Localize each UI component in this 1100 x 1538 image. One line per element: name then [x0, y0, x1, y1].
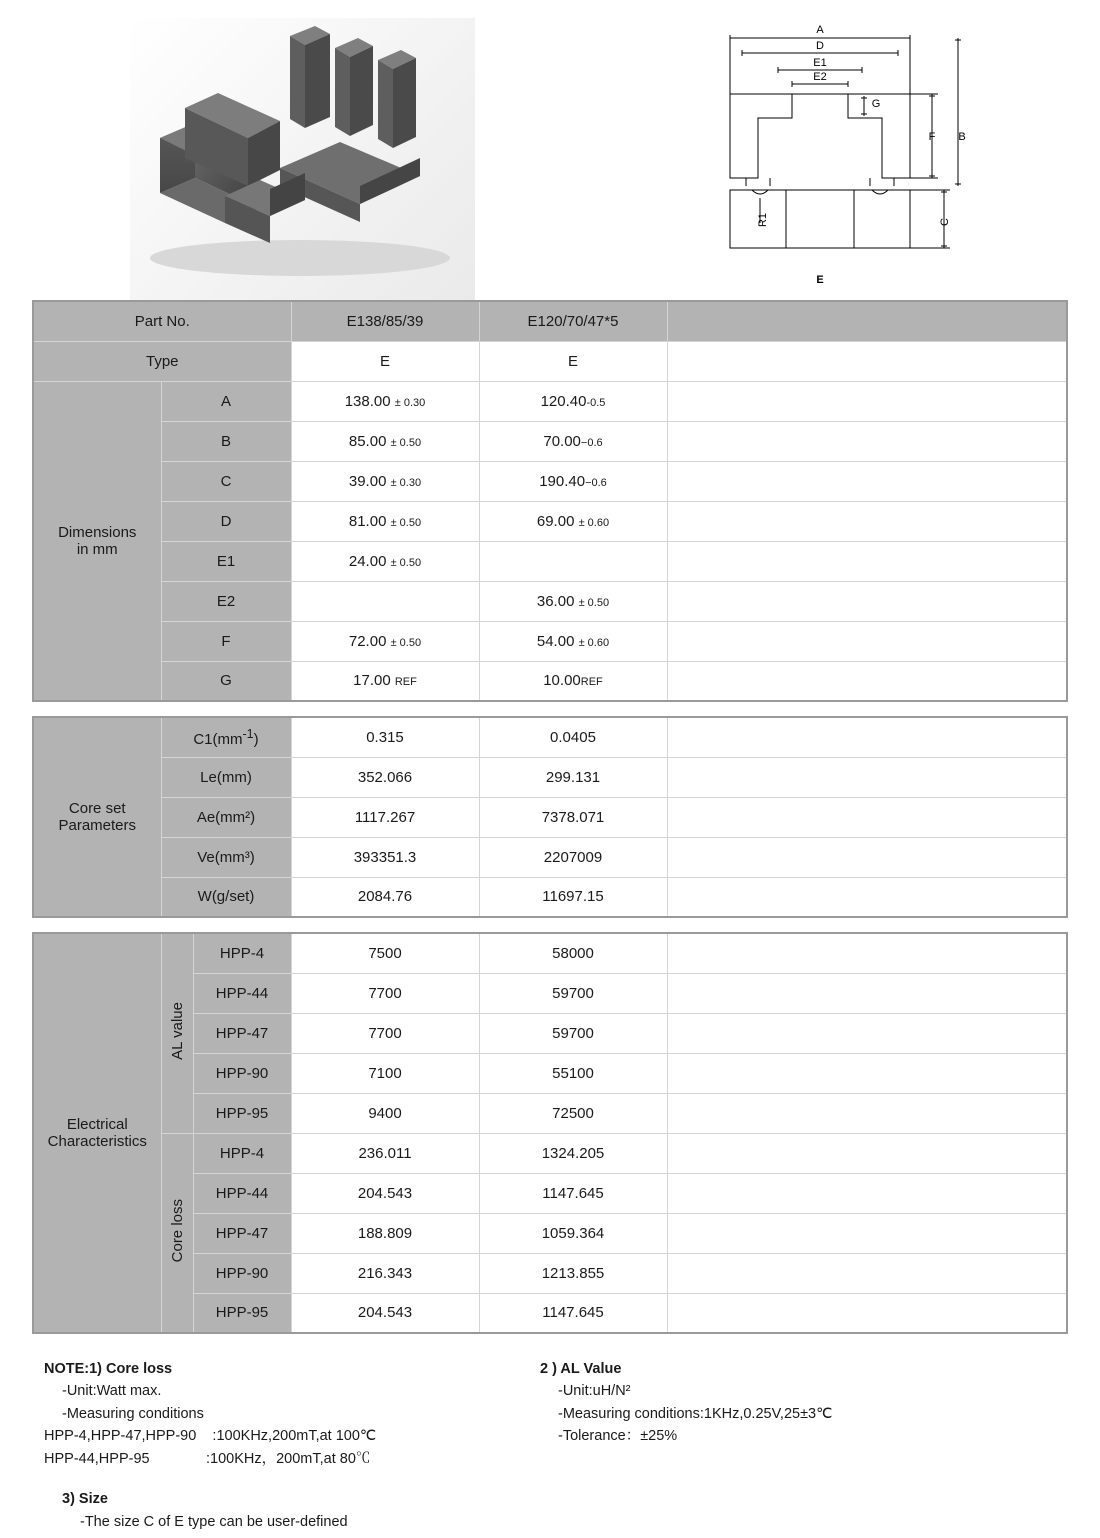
note-1-title: NOTE:1) Core loss — [44, 1361, 173, 1377]
al-value-hpp-90-1: 7100 — [291, 1053, 479, 1093]
al-label-hpp-90: HPP-90 — [193, 1053, 291, 1093]
dim-label-B: B — [958, 131, 966, 143]
dim-value-C-3 — [667, 461, 1067, 501]
loss-value-hpp-47-3 — [667, 1213, 1067, 1253]
dim-label-E1: E1 — [813, 57, 827, 69]
param-value-ae-2: 7378.071 — [479, 797, 667, 837]
table-row-ve — [33, 837, 1067, 877]
loss-value-hpp-47-2: 1059.364 — [479, 1213, 667, 1253]
al-label-hpp-47: HPP-47 — [193, 1013, 291, 1053]
loss-label-hpp-95: HPP-95 — [193, 1293, 291, 1333]
note-2-line-2: -Measuring conditions:1KHz,0.25V,25±3℃ — [558, 1405, 833, 1422]
loss-value-hpp-95-1: 204.543 — [291, 1293, 479, 1333]
table-row-dim-C — [33, 461, 1067, 501]
param-value-le-1: 352.066 — [291, 757, 479, 797]
type-value-1: E — [291, 341, 479, 381]
part-no-value-1: E138/85/39 — [291, 301, 479, 341]
dim-row-label-B: B — [161, 421, 291, 461]
dim-value-E2-3 — [667, 581, 1067, 621]
core-photo-graphic — [130, 18, 475, 300]
dim-value-E2-1 — [291, 581, 479, 621]
param-value-c1-2: 0.0405 — [479, 717, 667, 757]
al-value-hpp-95-3 — [667, 1093, 1067, 1133]
loss-value-hpp-95-3 — [667, 1293, 1067, 1333]
al-value-hpp-4-1: 7500 — [291, 933, 479, 973]
dim-label-F: F — [928, 131, 936, 143]
table-row-dim-G — [33, 661, 1067, 701]
param-value-w-2: 11697.15 — [479, 877, 667, 917]
al-value-hpp-90-2: 55100 — [479, 1053, 667, 1093]
dim-value-B-1: 85.00 ± 0.50 — [291, 421, 479, 461]
al-value-hpp-4-2: 58000 — [479, 933, 667, 973]
loss-label-hpp-90: HPP-90 — [193, 1253, 291, 1293]
loss-value-hpp-4-3 — [667, 1133, 1067, 1173]
table-row-loss-hpp4 — [33, 1133, 1067, 1173]
al-label-hpp-4: HPP-4 — [193, 933, 291, 973]
part-no-label: Part No. — [33, 301, 291, 341]
dimension-drawing-graphic — [700, 8, 1000, 293]
table-row-w — [33, 877, 1067, 917]
dim-value-F-3 — [667, 621, 1067, 661]
al-value-hpp-95-2: 72500 — [479, 1093, 667, 1133]
table-row-type — [33, 341, 1067, 381]
dim-label-A: A — [816, 24, 824, 36]
dim-label-E: E — [816, 274, 824, 286]
illustration-area — [0, 0, 1100, 300]
dim-row-label-C: C — [161, 461, 291, 501]
dim-value-A-2: 120.40-0.5 — [479, 381, 667, 421]
loss-value-hpp-4-2: 1324.205 — [479, 1133, 667, 1173]
part-no-value-3 — [667, 301, 1067, 341]
dim-label-G: G — [871, 98, 881, 110]
type-value-2: E — [479, 341, 667, 381]
electrical-characteristics-table — [32, 932, 1068, 1334]
param-value-c1-1: 0.315 — [291, 717, 479, 757]
al-label-hpp-44: HPP-44 — [193, 973, 291, 1013]
param-value-ve-1: 393351.3 — [291, 837, 479, 877]
core-set-parameters-table — [32, 716, 1068, 918]
param-value-w-3 — [667, 877, 1067, 917]
loss-label-hpp-47: HPP-47 — [193, 1213, 291, 1253]
loss-value-hpp-4-1: 236.011 — [291, 1133, 479, 1173]
loss-value-hpp-44-1: 204.543 — [291, 1173, 479, 1213]
dim-value-E1-1: 24.00 ± 0.50 — [291, 541, 479, 581]
core-set-group-label: Core set Parameters — [33, 717, 161, 917]
al-value-hpp-44-3 — [667, 973, 1067, 1013]
param-label-w: W(g/set) — [161, 877, 291, 917]
table-row-c1 — [33, 717, 1067, 757]
loss-value-hpp-90-2: 1213.855 — [479, 1253, 667, 1293]
al-value-hpp-4-3 — [667, 933, 1067, 973]
type-label: Type — [33, 341, 291, 381]
dim-value-A-3 — [667, 381, 1067, 421]
dim-value-G-1: 17.00 REF — [291, 661, 479, 701]
dim-value-E1-2 — [479, 541, 667, 581]
dim-value-D-2: 69.00 ± 0.60 — [479, 501, 667, 541]
core-loss-group-label: Core loss — [161, 1133, 193, 1333]
dim-value-D-3 — [667, 501, 1067, 541]
dim-value-F-2: 54.00 ± 0.60 — [479, 621, 667, 661]
dim-value-E2-2: 36.00 ± 0.50 — [479, 581, 667, 621]
loss-value-hpp-95-2: 1147.645 — [479, 1293, 667, 1333]
loss-value-hpp-90-1: 216.343 — [291, 1253, 479, 1293]
table-row-dim-A — [33, 381, 1067, 421]
al-value-hpp-47-3 — [667, 1013, 1067, 1053]
param-label-c1: $C1(mm^{-1})$ — [161, 717, 291, 757]
al-value-group-label: AL value — [161, 933, 193, 1133]
al-value-hpp-90-3 — [667, 1053, 1067, 1093]
dimensions-table — [32, 300, 1068, 702]
al-value-hpp-47-1: 7700 — [291, 1013, 479, 1053]
dim-row-label-E1: E1 — [161, 541, 291, 581]
param-value-ve-2: 2207009 — [479, 837, 667, 877]
dim-value-B-2: 70.00−0.6 — [479, 421, 667, 461]
note-2-line-3: -Tolerance：±25% — [558, 1428, 678, 1445]
al-value-hpp-44-1: 7700 — [291, 973, 479, 1013]
core-photo — [130, 18, 475, 300]
dim-row-label-A: A — [161, 381, 291, 421]
param-value-le-2: 299.131 — [479, 757, 667, 797]
dimensions-group-label: Dimensions in mm — [33, 381, 161, 701]
param-label-ae: Ae(mm²) — [161, 797, 291, 837]
al-value-hpp-47-2: 59700 — [479, 1013, 667, 1053]
dim-value-F-1: 72.00 ± 0.50 — [291, 621, 479, 661]
param-value-w-1: 2084.76 — [291, 877, 479, 917]
dim-value-C-1: 39.00 ± 0.30 — [291, 461, 479, 501]
loss-value-hpp-47-1: 188.809 — [291, 1213, 479, 1253]
param-value-le-3 — [667, 757, 1067, 797]
table-row-dim-D — [33, 501, 1067, 541]
note-1-line-4: HPP-44,HPP-95 :100KHz，200mT,at 80℃ — [44, 1450, 371, 1467]
dim-label-D: D — [816, 40, 824, 52]
table-row-part-no — [33, 301, 1067, 341]
table-row-le — [33, 757, 1067, 797]
type-value-3 — [667, 341, 1067, 381]
tables-container — [0, 300, 1100, 1334]
table-row-dim-B — [33, 421, 1067, 461]
loss-value-hpp-44-2: 1147.645 — [479, 1173, 667, 1213]
note-1-line-3: HPP-4,HPP-47,HPP-90 :100KHz,200mT,at 100℃ — [44, 1428, 377, 1445]
al-value-hpp-44-2: 59700 — [479, 973, 667, 1013]
note-1-line-2: -Measuring conditions — [62, 1405, 204, 1422]
param-value-ae-3 — [667, 797, 1067, 837]
loss-label-hpp-44: HPP-44 — [193, 1173, 291, 1213]
note-2-title: 2 ) AL Value — [540, 1361, 622, 1377]
loss-label-hpp-4: HPP-4 — [193, 1133, 291, 1173]
dimension-drawing — [700, 8, 1000, 293]
dim-value-G-3 — [667, 661, 1067, 701]
table-row-dim-E2 — [33, 581, 1067, 621]
dim-value-E1-3 — [667, 541, 1067, 581]
param-label-ve: Ve(mm³) — [161, 837, 291, 877]
dim-row-label-E2: E2 — [161, 581, 291, 621]
dim-value-B-3 — [667, 421, 1067, 461]
al-label-hpp-95: HPP-95 — [193, 1093, 291, 1133]
notes-section — [0, 1348, 1100, 1533]
al-value-hpp-95-1: 9400 — [291, 1093, 479, 1133]
dim-row-label-F: F — [161, 621, 291, 661]
param-value-ae-1: 1117.267 — [291, 797, 479, 837]
dim-label-E2: E2 — [813, 71, 827, 83]
note-2-block — [540, 1358, 832, 1448]
dim-value-A-1: 138.00 ± 0.30 — [291, 381, 479, 421]
dim-row-label-D: D — [161, 501, 291, 541]
dim-row-label-G: G — [161, 661, 291, 701]
dim-label-C: C — [939, 218, 951, 226]
note-3-line-1: -The size C of E type can be user-defined — [80, 1513, 348, 1530]
param-value-ve-3 — [667, 837, 1067, 877]
note-3-title: 3) Size — [62, 1491, 108, 1508]
note-1-line-1: -Unit:Watt max. — [62, 1383, 162, 1400]
dim-value-G-2: 10.00REF — [479, 661, 667, 701]
loss-value-hpp-90-3 — [667, 1253, 1067, 1293]
dim-value-D-1: 81.00 ± 0.50 — [291, 501, 479, 541]
table-row-al-hpp4 — [33, 933, 1067, 973]
dim-label-R1: R1 — [757, 212, 769, 228]
table-row-dim-E1 — [33, 541, 1067, 581]
table-row-dim-F — [33, 621, 1067, 661]
dim-value-C-2: 190.40−0.6 — [479, 461, 667, 501]
electrical-group-label: Electrical Characteristics — [33, 933, 161, 1333]
note-2-line-1: -Unit:uH/N² — [558, 1383, 631, 1400]
param-label-le: Le(mm) — [161, 757, 291, 797]
part-no-value-2: E120/70/47*5 — [479, 301, 667, 341]
table-row-ae — [33, 797, 1067, 837]
param-value-c1-3 — [667, 717, 1067, 757]
loss-value-hpp-44-3 — [667, 1173, 1067, 1213]
